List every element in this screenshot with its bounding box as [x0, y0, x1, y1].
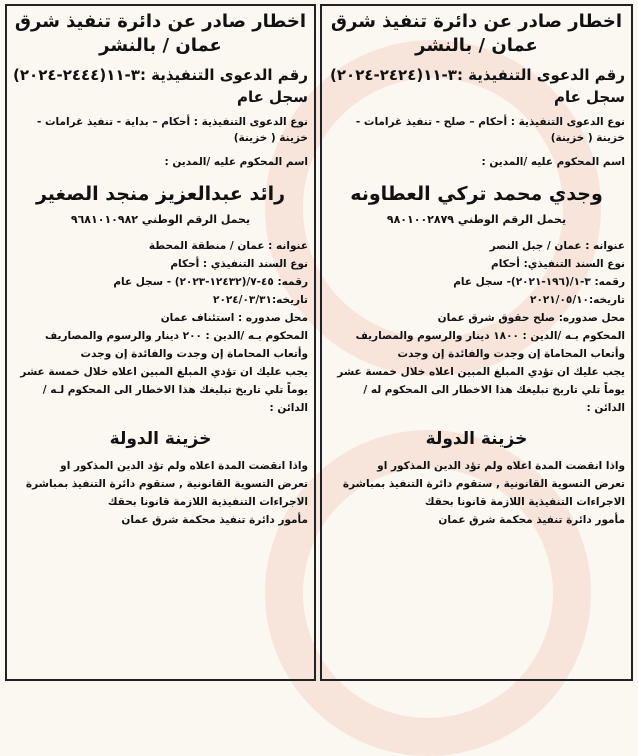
notice-left	[5, 4, 316, 681]
demand-line: يجب عليك ان تؤدي المبلغ المبين اعلاه خلال خمسة عشر	[337, 366, 625, 378]
officer-signature: مأمور دائرة تنفيذ محكمة شرق عمان	[438, 514, 625, 526]
defendant-name: رائد عبدالعزيز منجد الصغير	[35, 183, 286, 205]
deed-number: رقمه: ٤٥-٧/(١٢٤٣٢-٢٠٢٣) - سجل عام	[113, 276, 308, 288]
defendant-label: اسم المحكوم عليه /المدين :	[164, 156, 308, 168]
closing-line: واذا انقضت المدة اعلاه ولم تؤد الدين المذكور او	[377, 460, 625, 472]
deed-type: نوع السند التنفيذي: أحكام	[491, 258, 625, 270]
deed-number: رقمه: ٣-١/(١٩٦-٢٠٢١)- سجل عام	[453, 276, 625, 288]
closing-line: الاجراءات التنفيذية اللازمة قانونا بحقك	[424, 496, 625, 508]
notice-title: اخطار صادر عن دائرة تنفيذ شرق عمان / بالنشر	[330, 11, 623, 56]
issuer: محل صدوره : استئناف عمان	[160, 312, 308, 324]
demand-line: يجب عليك ان تؤدي المبلغ المبين اعلاه خلال خمسة عشر	[20, 366, 308, 378]
notice-right	[320, 4, 633, 681]
demand-line: الدائن :	[269, 402, 308, 414]
closing-line: الاجراءات التنفيذية اللازمة قانونا بحقك	[107, 496, 308, 508]
closing-line: واذا انقضت المدة اعلاه ولم تؤد الدين المذكور او	[60, 460, 308, 472]
creditor-name: خزينة الدولة	[425, 429, 528, 449]
judgment-line: المحكوم بـه /الدين : ٢٠٠ دينار والرسوم والمصاريف	[45, 330, 308, 342]
address: عنوانه : عمان / منطقة المحطة	[148, 240, 308, 252]
closing-line: تعرض التسوية القانونية , ستقوم دائرة التنفيذ بمباشرة	[342, 478, 625, 490]
case-type: نوع الدعوى التنفيذية : أحكام – بداية - تنفيذ غرامات - خزينة ( خزينة)	[36, 116, 308, 144]
national-id: يحمل الرقم الوطني ٩٦٨١٠١٠٩٨٢	[70, 213, 251, 226]
defendant-name: وجدي محمد تركي العطاونه	[350, 183, 603, 205]
issuer: محل صدوره: صلح حقوق شرق عمان	[437, 312, 625, 324]
demand-line: الدائن :	[586, 402, 625, 414]
case-type: نوع الدعوى التنفيذية : أحكام – صلح - تنفيذ غرامات - خزينة ( خزينة)	[355, 116, 625, 144]
officer-signature: مأمور دائرة تنفيذ محكمة شرق عمان	[121, 514, 308, 526]
closing-line: تعرض التسوية القانونية , ستقوم دائرة التنفيذ بمباشرة	[25, 478, 308, 490]
creditor-name: خزينة الدولة	[109, 429, 212, 449]
national-id: يحمل الرقم الوطني ٩٨٠١٠٠٢٨٧٩	[386, 213, 567, 226]
deed-date: تاريخه:٢٠٢٤/٠٣/٣١	[213, 294, 308, 306]
demand-line: يوماً تلي تاريخ تبليغك هذا الاخطار الى المحكوم له /	[363, 384, 625, 396]
judgment-line: وأتعاب المحاماة إن وجدت والفائدة إن وجدت	[80, 348, 308, 360]
demand-line: يوماً تلي تاريخ تبليغك هذا الاخطار الى المحكوم لـه /	[42, 384, 308, 396]
judgment-line: وأتعاب المحاماة إن وجدت والفائدة إن وجدت	[397, 348, 625, 360]
address: عنوانه : عمان / جبل النصر	[489, 240, 625, 252]
defendant-label: اسم المحكوم عليه /المدين :	[481, 156, 625, 168]
deed-date: تاريخه:٢٠٢١/٠٥/١٠	[530, 294, 625, 306]
deed-type: نوع السند التنفيذي : أحكام	[170, 258, 308, 270]
judgment-line: المحكوم بـه /الدين : ١٨٠٠ دينار والرسوم والمصاريف	[355, 330, 625, 342]
case-number: رقم الدعوى التنفيذية :٣-١١(٢٤٢٤-٢٠٢٤) سجل عام	[330, 66, 625, 106]
notice-title: اخطار صادر عن دائرة تنفيذ شرق عمان / بالنشر	[14, 11, 307, 56]
case-number: رقم الدعوى التنفيذية :٣-١١(٢٤٤٤-٢٠٢٤) سجل عام	[13, 66, 308, 106]
